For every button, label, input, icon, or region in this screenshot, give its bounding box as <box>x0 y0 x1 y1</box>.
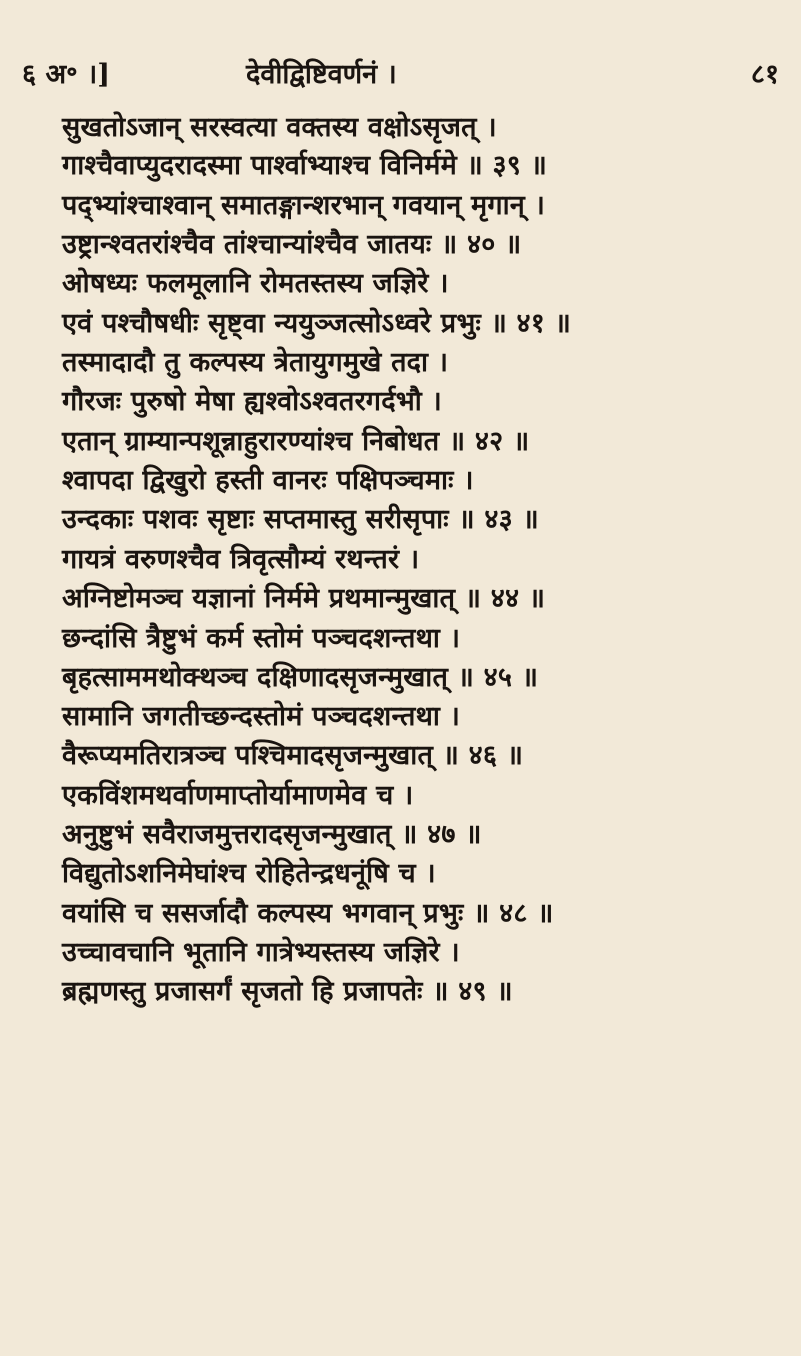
verse-line: श्वापदा द्विखुरो हस्ती वानरः पक्षिपञ्चमाः । <box>62 465 474 496</box>
verse-line: सामानि जगतीच्छन्दस्तोमं पञ्चदशन्तथा । <box>62 701 461 732</box>
verse-line: अनुष्टुभं सवैराजमुत्तरादसृजन्मुखात् ॥ ४७ ॥ <box>62 819 482 850</box>
verse-line: एतान् ग्राम्यान्पशून्नाहुरारण्यांश्च निबोधत ॥ ४२ ॥ <box>62 426 530 457</box>
verse-line: अग्निष्टोमञ्च यज्ञानां निर्ममे प्रथमान्मुखात् ॥ ४४ ॥ <box>62 583 546 614</box>
verse-line: सुखतोऽजान् सरस्वत्या वक्तस्य वक्षोऽसृजत् । <box>62 112 497 143</box>
page-number: ८१ <box>750 59 779 90</box>
verse-line: पद्भ्यांश्चाश्वान् समातङ्गान्शरभान् गवयान् मृगान् । <box>62 190 545 221</box>
verse-line: बृहत्साममथोक्थञ्च दक्षिणादसृजन्मुखात् ॥ ४५ ॥ <box>62 662 539 693</box>
verse-line: एवं पश्चौषधीः सृष्ट्वा न्ययुञ्जत्सोऽध्वरे प्रभुः ॥ ४१ ॥ <box>62 308 571 339</box>
page-heading: देवीद्विष्टिवर्णनं । <box>246 59 397 90</box>
verse-line: वैरूप्यमतिरात्रञ्च पश्चिमादसृजन्मुखात् ॥ ४६ ॥ <box>62 740 524 771</box>
verse-line: उष्ट्रान्श्वतरांश्चैव तांश्चान्यांश्चैव जातयः ॥ ४० ॥ <box>62 229 522 260</box>
verse-line: गौरजः पुरुषो मेषा ह्यश्वोऽश्वतरगर्दभौ । <box>62 386 442 417</box>
verse-line: गाश्चैवाप्युदरादस्मा पार्श्वाभ्याश्च विनिर्ममे ॥ ३९ ॥ <box>62 150 547 181</box>
verse-line: वयांसि च ससर्जादौ कल्पस्य भगवान् प्रभुः ॥ ४८ ॥ <box>62 898 554 929</box>
verse-line: उन्दकाः पशवः सृष्टाः सप्तमास्तु सरीसृपाः ॥ ४३ ॥ <box>62 504 539 535</box>
verse-line: विद्युतोऽशनिमेघांश्च रोहितेन्द्रधनूंषि च । <box>62 858 436 889</box>
verse-line: उच्चावचानि भूतानि गात्रेभ्यस्तस्य जज्ञिरे । <box>62 937 460 968</box>
verse-line: तस्मादादौ तु कल्पस्य त्रेतायुगमुखे तदा । <box>62 347 449 378</box>
verse-line: गायत्रं वरुणश्चैव त्रिवृत्सौम्यं रथन्तरं । <box>62 544 420 575</box>
running-head <box>0 54 801 88</box>
verse-line: ब्रह्मणस्तु प्रजासर्गं सृजतो हि प्रजापतेः ॥ ४९ ॥ <box>62 976 513 1007</box>
verse-line: छन्दांसि त्रैष्टुभं कर्म स्तोमं पञ्चदशन्तथा । <box>62 623 461 654</box>
verse-line: ओषध्यः फलमूलानि रोमतस्तस्य जज्ञिरे । <box>62 268 449 299</box>
chapter-marker: ६ अ॰ ।] <box>22 59 110 90</box>
verse-line: एकविंशमथर्वाणमाप्तोर्यामाणमेव च । <box>62 780 414 811</box>
